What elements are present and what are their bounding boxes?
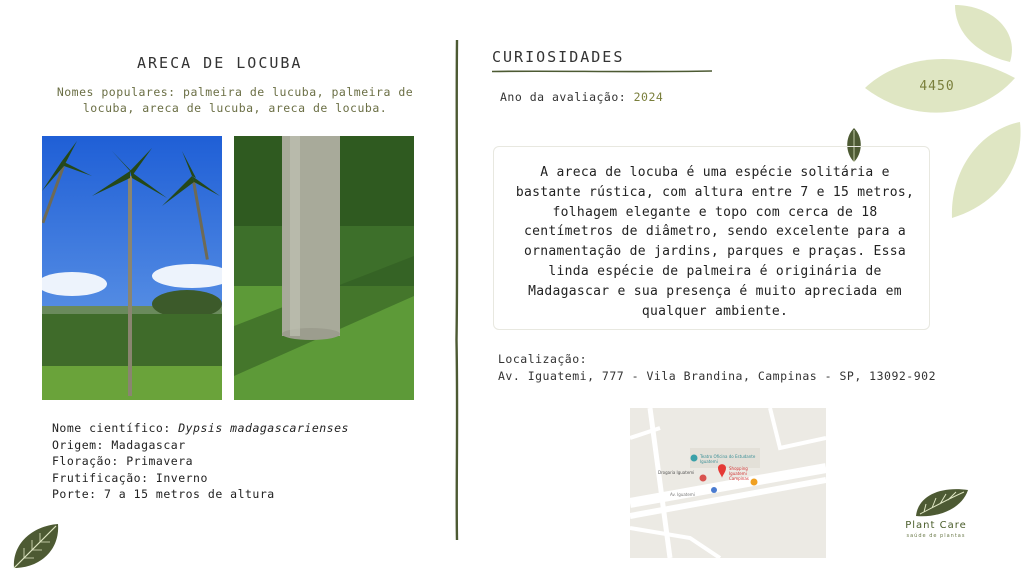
year-value: 2024 bbox=[633, 90, 664, 104]
scientific-label: Nome científico: bbox=[52, 421, 179, 435]
evaluation-year bbox=[500, 90, 663, 104]
map-label-road: Av. Iguatemi bbox=[670, 492, 695, 497]
trunk-photo bbox=[234, 136, 414, 400]
location-address: Av. Iguatemi, 777 - Vila Brandina, Campinas - SP, 13092-902 bbox=[498, 369, 936, 383]
location-map[interactable] bbox=[630, 408, 826, 558]
scientific-value: Dypsis madagascarienses bbox=[178, 421, 349, 435]
location-block bbox=[498, 351, 936, 385]
logo-tagline: saúde de plantas bbox=[906, 533, 966, 539]
plant-care-logo-icon bbox=[912, 486, 970, 518]
flowering-row: Floração: Primavera bbox=[52, 454, 194, 468]
store-pin-icon bbox=[700, 475, 707, 482]
column-divider bbox=[455, 40, 459, 540]
leaf-bottom-shape bbox=[952, 122, 1021, 218]
fruiting-row: Frutificação: Inverno bbox=[52, 470, 208, 485]
plant-title: ARECA DE LOCUBA bbox=[137, 54, 303, 72]
leaf-icon bbox=[10, 522, 62, 570]
popular-names: Nomes populares: palmeira de lucuba, palmeira de locuba, areca de lucuba, areca de locuba. bbox=[56, 85, 414, 115]
size-row: Porte: 7 a 15 metros de altura bbox=[52, 487, 275, 501]
location-label: Localização: bbox=[498, 352, 588, 366]
map-label-mall: Shopping Iguatemi Campinas bbox=[729, 466, 749, 481]
description-text: A areca de locuba é uma espécie solitária e bastante rústica, com altura entre 7 e 15 metros, folhagem elegante e topo com cerca de 18 centímetros de diâmetro, sendo excelente para a ornamentação de jardins, parques e praças. Essa linda espécie de palmeira é originária de Madagascar e sua presença é muito apreciada em qualquer ambiente. bbox=[515, 165, 915, 319]
palm-photo bbox=[42, 136, 222, 400]
origin-row: Origem: Madagascar bbox=[52, 437, 186, 452]
park-pin-icon bbox=[691, 455, 698, 462]
scientific-name-row bbox=[52, 420, 349, 437]
map-label-store: Drogaria Iguatemi bbox=[658, 470, 695, 475]
plant-facts bbox=[52, 420, 349, 503]
logo-name: Plant Care bbox=[905, 520, 967, 531]
map-label-park: Teatro Oficina do Estudante Iguatemi bbox=[700, 454, 756, 464]
title-underline bbox=[492, 70, 712, 73]
leaf-top-shape bbox=[955, 5, 1012, 62]
section-title: CURIOSIDADES bbox=[492, 48, 625, 66]
record-number: 4450 bbox=[919, 79, 955, 94]
transit-pin-icon bbox=[711, 487, 717, 493]
year-label: Ano da avaliação: bbox=[500, 90, 634, 104]
